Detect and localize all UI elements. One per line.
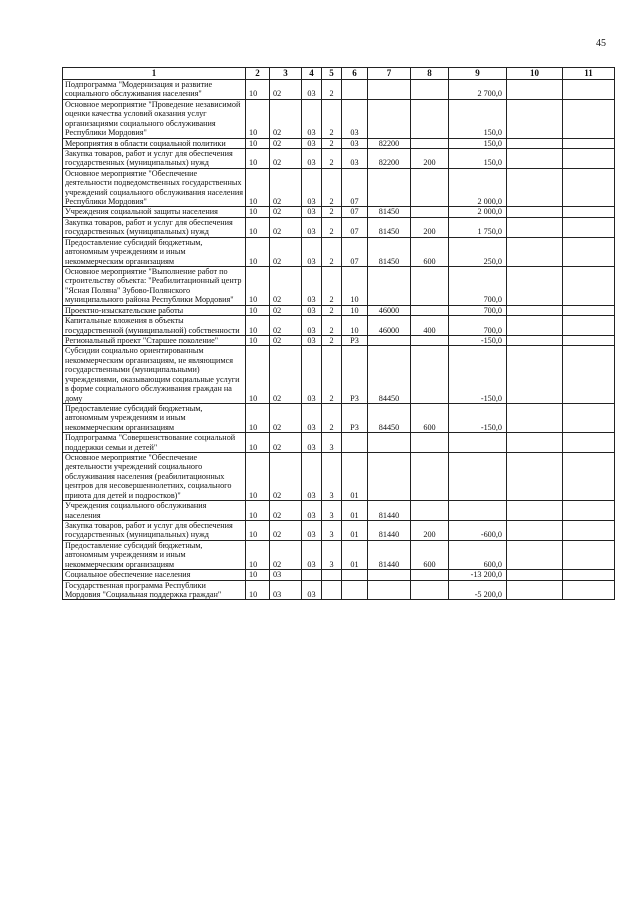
cell-col10 [507,453,563,501]
cell-col11 [563,335,615,345]
cell-section: 10 [246,207,270,217]
row-name: Государственная программа Республики Мордовия "Социальная поддержка граждан" [63,580,246,600]
cell-event: 03 [342,99,368,138]
cell-col10 [507,99,563,138]
cell-event: 03 [342,148,368,168]
table-row [63,148,615,168]
row-name: Региональный проект "Старшее поколение" [63,335,246,345]
cell-direction [368,99,411,138]
row-name: Субсидии социально ориентированным некоммерческим организациям, не являющимся государственными (муниципальными) учреждениями, оказывающим социальные услуги в форме социального обслуживания граждан на дому [63,346,246,404]
cell-amount: 250,0 [449,237,507,266]
cell-direction [368,80,411,100]
col-header: 2 [246,68,270,80]
cell-amount: 150,0 [449,148,507,168]
row-name: Социальное обеспечение населения [63,570,246,580]
cell-subsection: 02 [270,217,302,237]
cell-col10 [507,346,563,404]
cell-program: 03 [302,207,322,217]
cell-subprogram: 2 [322,335,342,345]
cell-subprogram: 2 [322,217,342,237]
cell-col10 [507,433,563,453]
cell-expense-type [411,207,449,217]
cell-section: 10 [246,316,270,336]
cell-direction: 46000 [368,305,411,315]
cell-section: 10 [246,267,270,306]
cell-col11 [563,501,615,521]
cell-direction [368,433,411,453]
cell-direction: 81450 [368,217,411,237]
cell-amount: -150,0 [449,403,507,432]
cell-expense-type [411,570,449,580]
cell-amount: -5 200,0 [449,580,507,600]
cell-direction: 81450 [368,207,411,217]
cell-expense-type: 400 [411,316,449,336]
cell-event: 10 [342,305,368,315]
cell-col11 [563,520,615,540]
cell-section: 10 [246,520,270,540]
cell-expense-type [411,80,449,100]
cell-col11 [563,138,615,148]
cell-subsection: 03 [270,580,302,600]
table-row [63,433,615,453]
col-header: 5 [322,68,342,80]
cell-event: 07 [342,237,368,266]
row-name: Подпрограмма "Совершенствование социальной поддержки семьи и детей" [63,433,246,453]
cell-subsection: 02 [270,335,302,345]
cell-col11 [563,148,615,168]
cell-event: 07 [342,168,368,207]
cell-direction [368,335,411,345]
row-name: Основное мероприятие "Выполнение работ по строительству объекта: "Реабилитационный центр "Ясная Поляна" Зубово-Полянского муниципального района Республики Мордовия" [63,267,246,306]
cell-subprogram: 2 [322,305,342,315]
cell-program: 03 [302,267,322,306]
cell-program: 03 [302,453,322,501]
cell-subsection: 02 [270,433,302,453]
cell-event [342,570,368,580]
table-row [63,570,615,580]
cell-event: 07 [342,217,368,237]
cell-section: 10 [246,305,270,315]
row-name: Основное мероприятие "Обеспечение деятельности учреждений социального обслуживания населения (реабилитационных центров для несовершеннолетних, социального приюта для детей и подростков)" [63,453,246,501]
col-header: 7 [368,68,411,80]
cell-subprogram: 2 [322,148,342,168]
cell-col10 [507,335,563,345]
cell-event: Р3 [342,403,368,432]
table-row [63,403,615,432]
cell-amount [449,433,507,453]
row-name: Учреждения социального обслуживания населения [63,501,246,521]
cell-subprogram: 2 [322,237,342,266]
cell-expense-type [411,305,449,315]
cell-expense-type [411,99,449,138]
row-name: Предоставление субсидий бюджетным, автономным учреждениям и иным некоммерческим организациям [63,540,246,569]
cell-subsection: 02 [270,267,302,306]
cell-direction: 84450 [368,346,411,404]
cell-event [342,433,368,453]
cell-program: 03 [302,148,322,168]
cell-subprogram: 2 [322,99,342,138]
cell-section: 10 [246,403,270,432]
cell-expense-type: 600 [411,540,449,569]
cell-subsection: 03 [270,570,302,580]
cell-event: Р3 [342,335,368,345]
budget-table [62,67,615,600]
cell-subsection: 02 [270,520,302,540]
cell-program: 03 [302,217,322,237]
cell-subprogram: 3 [322,501,342,521]
table-row [63,501,615,521]
cell-col11 [563,433,615,453]
cell-program: 03 [302,335,322,345]
cell-program: 03 [302,316,322,336]
cell-expense-type [411,433,449,453]
cell-subprogram: 3 [322,520,342,540]
cell-program: 03 [302,540,322,569]
cell-section: 10 [246,99,270,138]
cell-col11 [563,80,615,100]
table-row [63,80,615,100]
cell-event: 01 [342,540,368,569]
cell-subsection: 02 [270,346,302,404]
cell-section: 10 [246,237,270,266]
cell-program: 03 [302,403,322,432]
cell-expense-type [411,267,449,306]
cell-expense-type: 200 [411,520,449,540]
cell-col10 [507,520,563,540]
cell-subprogram: 2 [322,80,342,100]
cell-subsection: 02 [270,540,302,569]
cell-subsection: 02 [270,138,302,148]
cell-direction: 46000 [368,316,411,336]
cell-subsection: 02 [270,207,302,217]
cell-amount: -150,0 [449,335,507,345]
cell-event: 01 [342,501,368,521]
cell-col11 [563,453,615,501]
cell-amount: 700,0 [449,316,507,336]
cell-expense-type [411,580,449,600]
col-header: 6 [342,68,368,80]
cell-expense-type [411,346,449,404]
cell-event [342,80,368,100]
cell-amount: 2 700,0 [449,80,507,100]
cell-program: 03 [302,99,322,138]
cell-subsection: 02 [270,305,302,315]
cell-section: 10 [246,580,270,600]
cell-amount [449,501,507,521]
cell-direction: 81440 [368,520,411,540]
table-row [63,99,615,138]
table-row [63,453,615,501]
cell-section: 10 [246,217,270,237]
cell-event [342,580,368,600]
table-row [63,168,615,207]
cell-amount [449,453,507,501]
cell-event: Р3 [342,346,368,404]
cell-amount: -150,0 [449,346,507,404]
cell-section: 10 [246,148,270,168]
cell-col10 [507,217,563,237]
row-name: Закупка товаров, работ и услуг для обеспечения государственных (муниципальных) нужд [63,148,246,168]
cell-direction: 81450 [368,237,411,266]
table-row [63,267,615,306]
cell-col10 [507,148,563,168]
cell-col10 [507,540,563,569]
table-row [63,217,615,237]
cell-subprogram [322,580,342,600]
cell-direction: 82200 [368,148,411,168]
cell-col10 [507,80,563,100]
cell-col11 [563,168,615,207]
table-row [63,540,615,569]
cell-col11 [563,570,615,580]
cell-subsection: 02 [270,403,302,432]
row-name: Закупка товаров, работ и услуг для обеспечения государственных (муниципальных) нужд [63,520,246,540]
cell-program: 03 [302,80,322,100]
cell-col11 [563,346,615,404]
cell-amount: 600,0 [449,540,507,569]
table-row [63,305,615,315]
row-name: Капитальные вложения в объекты государственной (муниципальной) собственности [63,316,246,336]
cell-col10 [507,580,563,600]
row-name: Проектно-изыскательские работы [63,305,246,315]
cell-amount: 2 000,0 [449,168,507,207]
cell-col11 [563,540,615,569]
cell-program: 03 [302,580,322,600]
cell-amount: 150,0 [449,138,507,148]
cell-amount: 150,0 [449,99,507,138]
cell-expense-type: 600 [411,237,449,266]
table-row [63,346,615,404]
row-name: Закупка товаров, работ и услуг для обеспечения государственных (муниципальных) нужд [63,217,246,237]
cell-event: 03 [342,138,368,148]
cell-expense-type: 600 [411,403,449,432]
cell-col10 [507,237,563,266]
cell-subsection: 02 [270,501,302,521]
cell-subsection: 02 [270,148,302,168]
cell-event: 01 [342,453,368,501]
col-header: 8 [411,68,449,80]
cell-subprogram [322,570,342,580]
cell-amount: 700,0 [449,305,507,315]
cell-amount: 700,0 [449,267,507,306]
cell-col10 [507,138,563,148]
cell-subsection: 02 [270,168,302,207]
row-name: Подпрограмма "Модернизация и развитие социального обслуживания населения" [63,80,246,100]
cell-direction [368,570,411,580]
col-header: 10 [507,68,563,80]
cell-direction: 81440 [368,501,411,521]
cell-section: 10 [246,168,270,207]
row-name: Предоставление субсидий бюджетным, автономным учреждениям и иным некоммерческим организациям [63,237,246,266]
cell-program: 03 [302,346,322,404]
cell-section: 10 [246,138,270,148]
cell-program: 03 [302,237,322,266]
cell-col10 [507,316,563,336]
cell-expense-type [411,168,449,207]
cell-subprogram: 3 [322,453,342,501]
cell-section: 10 [246,80,270,100]
cell-col10 [507,267,563,306]
cell-direction: 84450 [368,403,411,432]
cell-subsection: 02 [270,316,302,336]
cell-subprogram: 2 [322,267,342,306]
cell-program: 03 [302,501,322,521]
cell-col11 [563,316,615,336]
row-name: Основное мероприятие "Проведение независимой оценки качества условий оказания услуг организациями социального обслуживания Республики Мордовия" [63,99,246,138]
cell-direction [368,267,411,306]
cell-expense-type [411,335,449,345]
cell-section: 10 [246,540,270,569]
cell-col11 [563,207,615,217]
cell-subprogram: 3 [322,540,342,569]
table-row [63,520,615,540]
cell-col10 [507,570,563,580]
cell-col11 [563,217,615,237]
cell-col11 [563,99,615,138]
cell-program: 03 [302,168,322,207]
header-row [63,68,615,80]
table-row [63,580,615,600]
table-row [63,335,615,345]
cell-col10 [507,305,563,315]
table-body [63,80,615,600]
col-header: 1 [63,68,246,80]
col-header: 3 [270,68,302,80]
cell-expense-type [411,501,449,521]
row-name: Предоставление субсидий бюджетным, автономным учреждениям и иным некоммерческим организациям [63,403,246,432]
table-row [63,207,615,217]
cell-subprogram: 2 [322,138,342,148]
cell-direction [368,580,411,600]
cell-program: 03 [302,433,322,453]
cell-col11 [563,237,615,266]
cell-direction: 81440 [368,540,411,569]
cell-subprogram: 2 [322,207,342,217]
cell-expense-type: 200 [411,148,449,168]
cell-subprogram: 2 [322,168,342,207]
cell-amount: 1 750,0 [449,217,507,237]
cell-event: 01 [342,520,368,540]
col-header: 9 [449,68,507,80]
cell-direction [368,168,411,207]
cell-col11 [563,305,615,315]
cell-program: 03 [302,138,322,148]
col-header: 11 [563,68,615,80]
cell-section: 10 [246,433,270,453]
row-name: Основное мероприятие "Обеспечение деятельности подведомственных государственных учреждений социального обслуживания населения Республики Мордовия" [63,168,246,207]
cell-event: 07 [342,207,368,217]
cell-program: 03 [302,305,322,315]
cell-col10 [507,168,563,207]
cell-expense-type: 200 [411,217,449,237]
cell-subsection: 02 [270,80,302,100]
col-header: 4 [302,68,322,80]
row-name: Мероприятия в области социальной политики [63,138,246,148]
cell-direction [368,453,411,501]
cell-direction: 82200 [368,138,411,148]
cell-subprogram: 2 [322,346,342,404]
cell-amount: -600,0 [449,520,507,540]
cell-section: 10 [246,501,270,521]
cell-expense-type [411,453,449,501]
cell-amount: 2 000,0 [449,207,507,217]
cell-subprogram: 2 [322,403,342,432]
table-row [63,237,615,266]
cell-program [302,570,322,580]
table-row [63,316,615,336]
cell-program: 03 [302,520,322,540]
cell-col10 [507,403,563,432]
cell-subsection: 02 [270,99,302,138]
cell-section: 10 [246,570,270,580]
cell-col11 [563,403,615,432]
cell-subsection: 02 [270,453,302,501]
cell-subsection: 02 [270,237,302,266]
cell-col11 [563,580,615,600]
cell-col10 [507,207,563,217]
table-row [63,138,615,148]
row-name: Учреждения социальной защиты населения [63,207,246,217]
cell-section: 10 [246,346,270,404]
cell-col10 [507,501,563,521]
cell-section: 10 [246,453,270,501]
cell-expense-type [411,138,449,148]
cell-event: 10 [342,316,368,336]
cell-subprogram: 2 [322,316,342,336]
cell-subprogram: 3 [322,433,342,453]
cell-amount: -13 200,0 [449,570,507,580]
page-number: 45 [596,38,606,49]
cell-section: 10 [246,335,270,345]
cell-event: 10 [342,267,368,306]
cell-col11 [563,267,615,306]
